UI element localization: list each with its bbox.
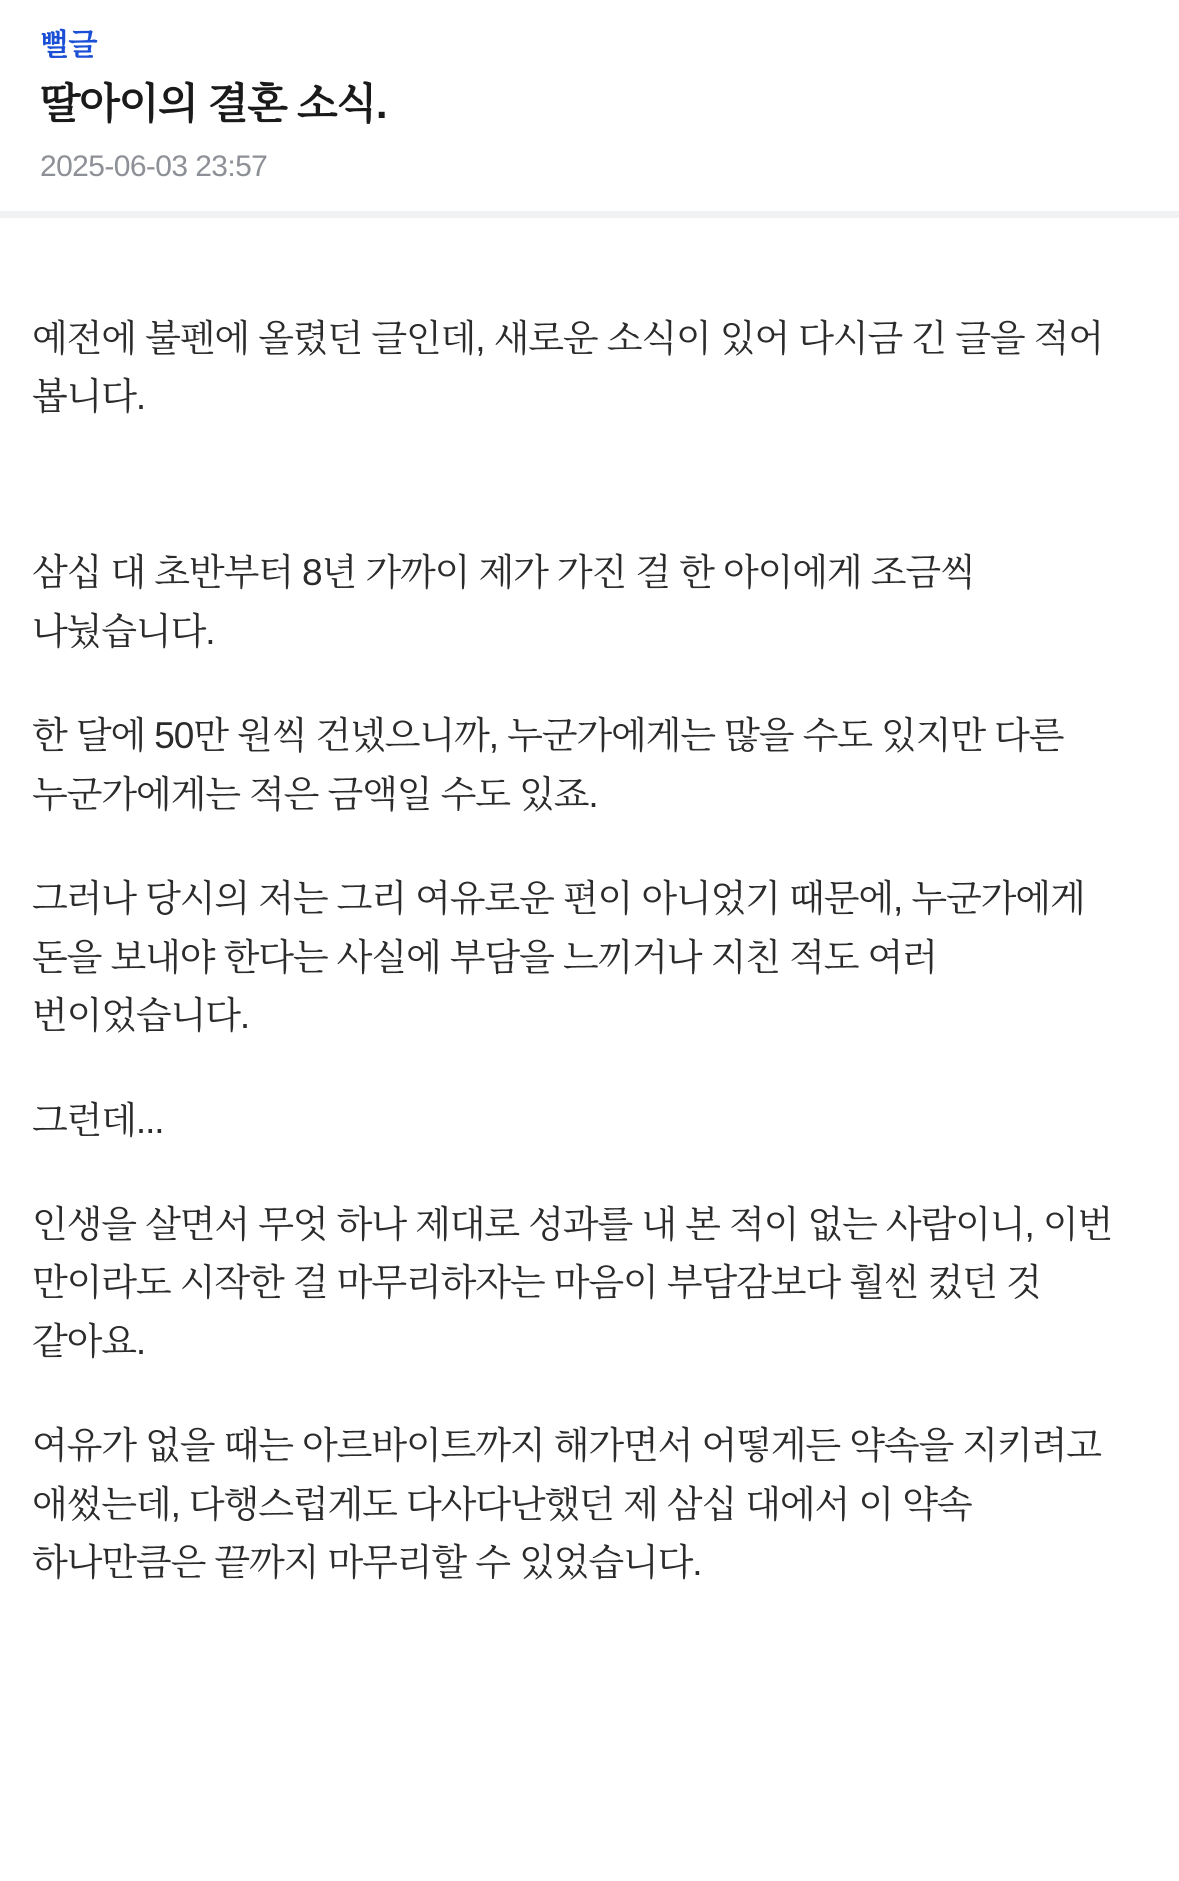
body-paragraph: 삼십 대 초반부터 8년 가까이 제가 가진 걸 한 아이에게 조금씩 나눴습니다. [32,552,984,652]
page-title: 딸아이의 결혼 소식. [40,80,387,127]
body-paragraph: 한 달에 50만 원씩 건넸으니까, 누군가에게는 많을 수도 있지만 다른 누군가에게는 적은 금액일 수도 있죠. [32,715,1073,815]
body-paragraph: 그런데... [32,1099,164,1141]
post-header [0,0,1179,211]
body-paragraph: 그러나 당시의 저는 그리 여유로운 편이 아니었기 때문에, 누군가에게 돈을 보내야 한다는 사실에 부담을 느끼거나 지친 적도 여러 번이었습니다. [32,878,1094,1037]
body-paragraph: 여유가 없을 때는 아르바이트까지 해가면서 어떻게든 약속을 지키려고 애썼는데, 다행스럽게도 다사다난했던 제 삼십 대에서 이 약속 하나만큼은 끝까지 마무리할 수 있었습니다. [32,1425,1111,1584]
header-divider [0,211,1179,218]
body-paragraph: 인생을 살면서 무엇 하나 제대로 성과를 내 본 적이 없는 사람이니, 이번 만이라도 시작한 걸 마무리하자는 마음이 부담감보다 훨씬 컸던 것 같아요. [32,1204,1122,1362]
post-timestamp: 2025-06-03 23:57 [40,149,268,183]
post-body [0,218,1179,1669]
post-category-tag[interactable]: 뻘글 [40,29,97,62]
body-paragraph: 예전에 불펜에 올렸던 글인데, 새로운 소식이 있어 다시금 긴 글을 적어 봅니다. [32,317,1113,417]
